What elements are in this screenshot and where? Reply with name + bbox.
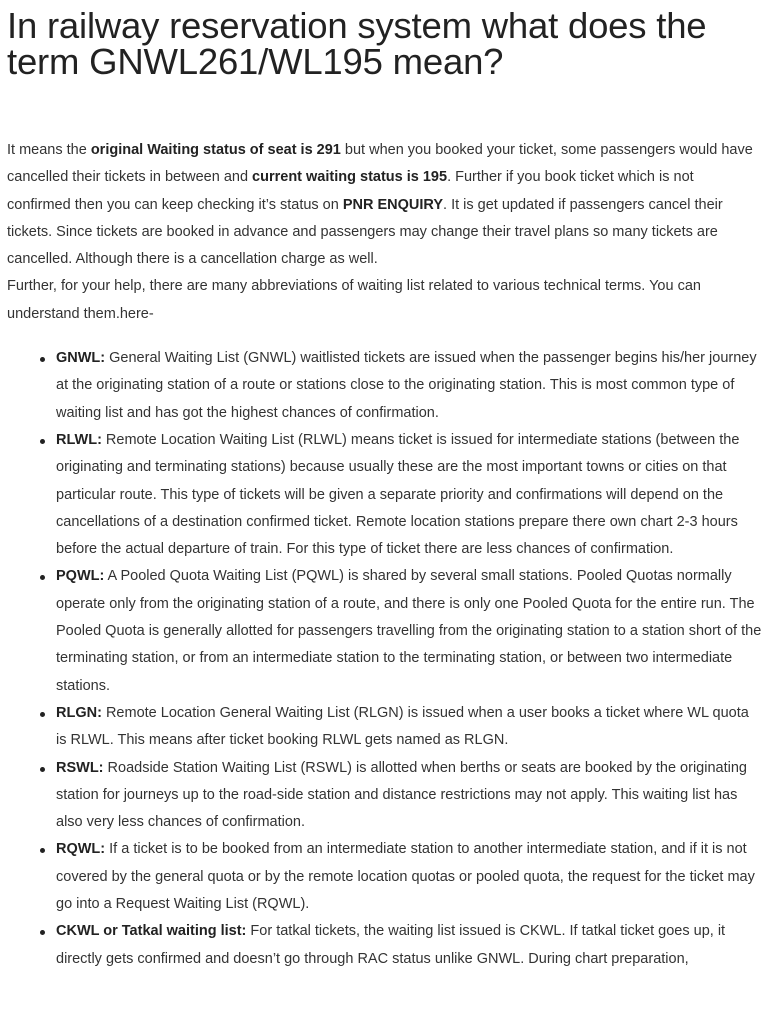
list-item [56,427,762,563]
bullet-icon [40,575,45,580]
bullet-icon [40,712,45,717]
term-description: If a ticket is to be booked from an intermediate station to another intermediate station, and if it is not covered by the general quota or by the remote location quotas or pooled quota, the request for the ticket may go into a Request Waiting List (RQWL). [56,841,755,913]
intro-highlight-current-status: current waiting status is 195 [252,169,448,186]
bullet-icon [40,357,45,362]
waiting-list-terms [7,345,762,973]
intro-section [7,137,759,328]
intro-text-3: . Further if you book ticket which is not confirmed then you can keep checking it’s status on [7,169,694,213]
intro-highlight-original-status: original Waiting status of seat is 291 [90,142,341,158]
bullet-icon [40,930,45,935]
list-item [56,700,762,755]
list-item [56,836,762,918]
term-label: CKWL or Tatkal waiting list: [56,923,247,940]
list-item [56,918,762,973]
term-description: General Waiting List (GNWL) waitlisted tickets are issued when the passenger begins his/her journey at the originating station of a route or stations close to the originating station. This is most common type of waiting list and has got the highest chances of confirmation. [56,350,757,421]
term-description: Remote Location Waiting List (RLWL) means ticket is issued for intermediate stations (between the originating and terminating stations) because usually these are the most important towns or cities on that particular route. This type of tickets will be given a separate priority and confirmations will depend on the cancellations of a destination confirmed ticket. Remote location stations prepare there own chart 2-3 hours before the actual departure of train. For this type of ticket there are less chances of confirmation. [56,431,740,558]
intro-paragraph [7,137,759,273]
intro-text-1: It means the [7,142,91,158]
list-item [56,755,762,837]
term-label: RSWL: [56,759,104,776]
intro-text-4: . It is get updated if passengers cancel their tickets. Since tickets are booked in advance and passengers may change their travel plans so many tickets are cancelled. Although there is a cancellation charge as well. [7,196,723,268]
intro-highlight-pnr-enquiry: PNR ENQUIRY [342,196,444,213]
page-title: In railway reservation system what does the term GNWL261/WL195 mean? [7,5,707,82]
term-label: RLGN: [56,704,102,721]
intro-text-2: but when you booked your ticket, some passengers would have cancelled their tickets in between and [7,142,753,186]
term-description: Remote Location General Waiting List (RLGN) is issued when a user books a ticket where WL quota is RLWL. This means after ticket booking RLWL gets named as RLGN. [56,704,749,749]
term-description: For tatkal tickets, the waiting list issued is CKWL. If tatkal ticket goes up, it directly gets confirmed and doesn’t go through RAC status unlike GNWL. During chart preparation, [56,923,726,967]
list-item [56,563,762,699]
bullet-icon [40,767,45,772]
term-label: PQWL: [56,568,105,585]
list-item [56,345,762,427]
abbreviations-intro: Further, for your help, there are many abbreviations of waiting list related to various technical terms. You can understand them.here- [7,278,701,322]
term-description: A Pooled Quota Waiting List (PQWL) is shared by several small stations. Pooled Quotas normally operate only from the originating station of a route, and there is only one Pooled Quota for the entire run. The Pooled Quota is generally allotted for passengers travelling from the originating station to a station short of the terminating station, or from an intermediate station to the terminating station, or between two intermediate stations. [56,568,762,694]
bullet-icon [40,848,45,853]
term-description: Roadside Station Waiting List (RSWL) is allotted when berths or seats are booked by the originating station for journeys up to the road-side station and distance restrictions may not apply. This waiting list has also very less chances of confirmation. [56,759,747,831]
term-label: RLWL: [56,431,102,448]
term-label: GNWL: [56,350,106,367]
bullet-icon [40,439,45,444]
term-label: RQWL: [56,841,106,858]
